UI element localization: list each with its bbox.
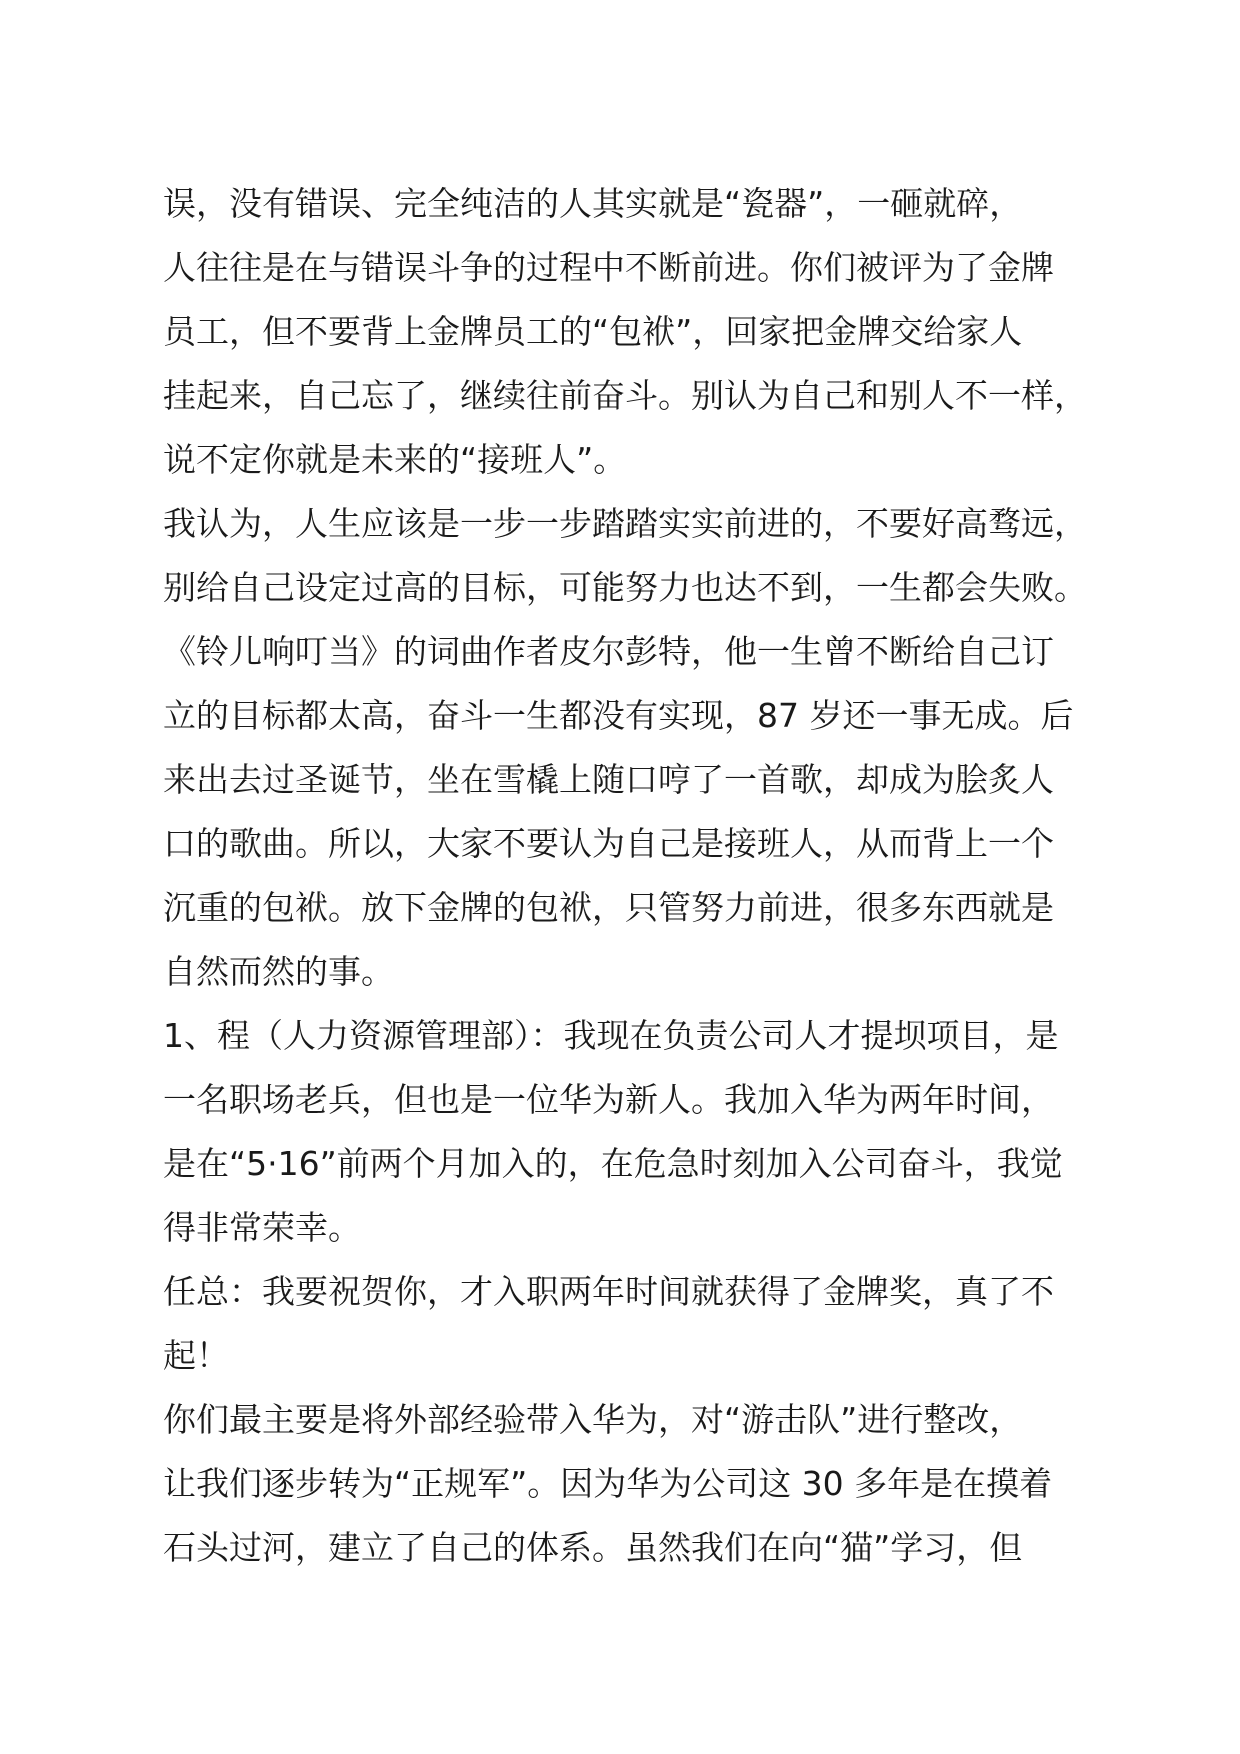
text-line: 一名职场老兵，但也是一位华为新人。我加入华为两年时间，	[163, 1080, 1054, 1119]
text-line: 立的目标都太高，奋斗一生都没有实现，87 岁还一事无成。后	[163, 696, 1074, 735]
document-body	[163, 172, 1123, 1580]
text-line: 员工，但不要背上金牌员工的“包袱”，回家把金牌交给家人	[163, 312, 1023, 351]
text-line: 得非常荣幸。	[163, 1208, 361, 1247]
text-line: 我认为，人生应该是一步一步踏踏实实前进的，不要好高骛远，	[163, 504, 1087, 543]
text-line: 误，没有错误、完全纯洁的人其实就是“瓷器”，一砸就碎，	[163, 184, 1023, 223]
text-line: 来出去过圣诞节，坐在雪橇上随口哼了一首歌，却成为脍炙人	[163, 760, 1054, 799]
text-line: 你们最主要是将外部经验带入华为，对“游击队”进行整改，	[163, 1400, 1023, 1439]
text-line: 是在“5·16”前两个月加入的，在危急时刻加入公司奋斗，我觉	[163, 1144, 1063, 1183]
text-line: 人往往是在与错误斗争的过程中不断前进。你们被评为了金牌	[163, 248, 1054, 287]
text-line: 口的歌曲。所以，大家不要认为自己是接班人，从而背上一个	[163, 824, 1054, 863]
text-line: 说不定你就是未来的“接班人”。	[163, 440, 627, 479]
text-line: 《铃儿响叮当》的词曲作者皮尔彭特，他一生曾不断给自己订	[163, 632, 1054, 671]
text-line: 挂起来，自己忘了，继续往前奋斗。别认为自己和别人不一样，	[163, 376, 1087, 415]
text-line: 起！	[163, 1336, 229, 1375]
text-line: 石头过河，建立了自己的体系。虽然我们在向“猫”学习，但	[163, 1528, 1023, 1567]
text-line: 1、程（人力资源管理部）：我现在负责公司人才提坝项目，是	[163, 1016, 1059, 1055]
text-line: 让我们逐步转为“正规军”。因为华为公司这 30 多年是在摸着	[163, 1464, 1053, 1503]
text-line: 别给自己设定过高的目标，可能努力也达不到，一生都会失败。	[163, 568, 1087, 607]
text-line: 任总：我要祝贺你，才入职两年时间就获得了金牌奖，真了不	[163, 1272, 1054, 1311]
text-line: 自然而然的事。	[163, 952, 394, 991]
text-line: 沉重的包袱。放下金牌的包袱，只管努力前进，很多东西就是	[163, 888, 1054, 927]
